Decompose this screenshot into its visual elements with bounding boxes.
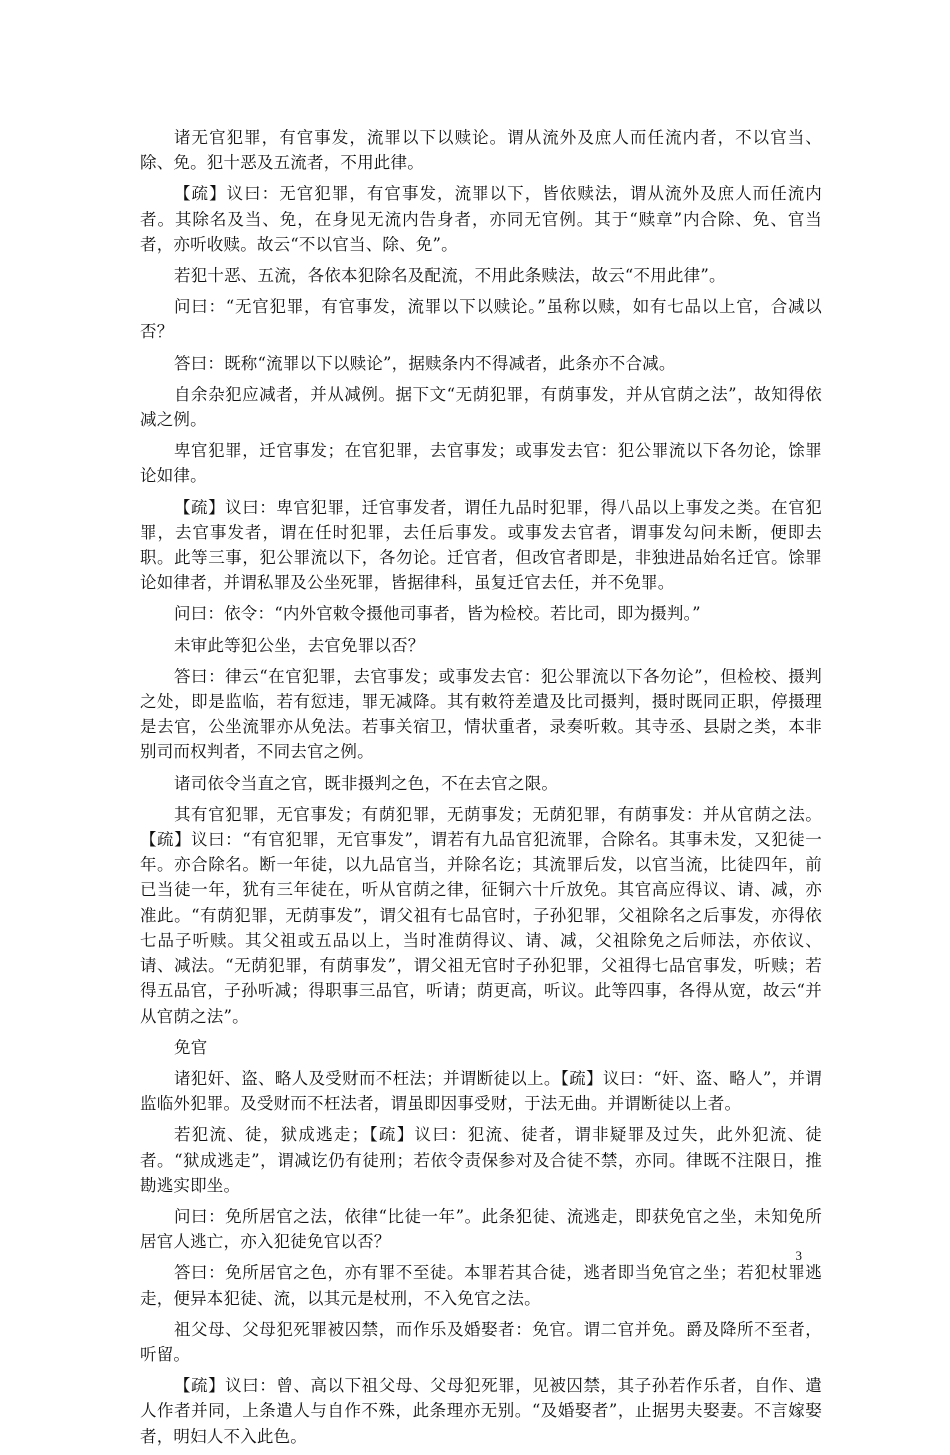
paragraph: 【疏】议曰：曾、高以下祖父母、父母犯死罪，见被囚禁，其子孙若作乐者，自作、遣人作者并同，上条遣人与自作不殊，此条理亦无别。“及婚娶者”，止据男夫娶妻。不言嫁娶者，明妇人不入此色。 [140, 1376, 822, 1446]
paragraph: 若犯十恶、五流，各依本犯除名及配流，不用此条赎法，故云“不用此律”。 [174, 266, 726, 286]
paragraph: 诸犯奸、盗、略人及受财而不枉法；并谓断徒以上。【疏】议曰：“奸、盗、略人”，并谓监临外犯罪。及受财而不枉法者，谓虽即因事受财，于法无曲。并谓断徒以上者。 [140, 1068, 822, 1114]
paragraph: 【疏】议曰：无官犯罪，有官事发，流罪以下，皆依赎法，谓从流外及庶人而任流内者。其除名及当、免，在身见无流内告身者，亦同无官例。其于“赎章”内合除、免、官当者，亦听收赎。故云“不以官当、除、免”。 [140, 184, 822, 254]
paragraph: 若犯流、徒，狱成逃走；【疏】议曰：犯流、徒者，谓非疑罪及过失，此外犯流、徒者。“狱成逃走”，谓减讫仍有徒刑；若依令责保参对及合徒不禁，亦同。律既不注限日，推勘逃实即坐。 [140, 1125, 822, 1195]
body-text [140, 125, 822, 1455]
paragraph: 【疏】议曰：卑官犯罪，迁官事发者，谓任九品时犯罪，得八品以上事发之类。在官犯罪，去官事发者，谓在任时犯罪，去任后事发。或事发去官者，谓事发勾问未断，便即去职。此等三事，犯公罪流以下，各勿论。迁官者，但改官者即是，非独进品始名迁官。馀罪论如律者，并谓私罪及公坐死罪，皆据律科，虽复迁官去任，并不免罪。 [140, 497, 822, 593]
paragraph: 卑官犯罪，迁官事发；在官犯罪，去官事发；或事发去官：犯公罪流以下各勿论，馀罪论如律。 [140, 441, 822, 486]
paragraph: 祖父母、父母犯死罪被囚禁，而作乐及婚娶者：免官。谓二官并免。爵及降所不至者，听留。 [140, 1319, 822, 1364]
paragraph: 其有官犯罪，无官事发；有荫犯罪，无荫事发；无荫犯罪，有荫事发：并从官荫之法。【疏】议曰：“有官犯罪，无官事发”，谓若有九品官犯流罪，合除名。其事未发，又犯徒一年。亦合除名。断一年徒，以九品官当，并除名讫；其流罪后发，以官当流，比徒四年，前已当徒一年，犹有三年徒在，听从官荫之律，征铜六十斤放免。其官高应得议、请、减，亦准此。“有荫犯罪，无荫事发”，谓父祖有七品官时，子孙犯罪，父祖除名之后事发，亦得依七品子听赎。其父祖或五品以上，当时准荫得议、请、减，父祖除免之后师法，亦依议、请、减法。“无荫犯罪，有荫事发”，谓父祖无官时子孙犯罪，父祖得七品官事发，听赎；若得五品官，子孙听减；得职事三品官，听请；荫更高，听议。此等四事，各得从宽，故云“并从官荫之法”。 [140, 804, 822, 1026]
paragraph: 问曰：“无官犯罪，有官事发，流罪以下以赎论。”虽称以赎，如有七品以上官，合减以否？ [140, 297, 822, 342]
paragraph: 问曰：依令：“内外官敕令摄他司事者，皆为检校。若比司，即为摄判。” [174, 604, 701, 624]
paragraph: 答曰：免所居官之色，亦有罪不至徒。本罪若其合徒，逃者即当免官之坐；若犯杖罪逃走，便异本犯徒、流，以其元是杖刑，不入免官之法。 [140, 1263, 822, 1308]
section-heading: 免官 [174, 1037, 208, 1057]
paragraph: 答曰：既称“流罪以下以赎论”，据赎条内不得减者，此条亦不合减。 [174, 353, 676, 373]
paragraph: 诸司依令当直之官，既非摄判之色，不在去官之限。 [174, 773, 559, 793]
paragraph: 自余杂犯应减者，并从减例。据下文“无荫犯罪，有荫事发，并从官荫之法”，故知得依减之例。 [140, 384, 822, 430]
paragraph: 答曰：律云“在官犯罪，去官事发；或事发去官：犯公罪流以下各勿论”，但检校、摄判之处，即是监临，若有愆违，罪无减降。其有敕符差遣及比司摄判，摄时既同正职，停摄理是去官，公坐流罪亦从免法。若事关宿卫，情状重者，录奏听敕。其寺丞、县尉之类，本非别司而权判者，不同去官之例。 [140, 666, 822, 762]
paragraph: 问曰：免所居官之法，依律“比徒一年”。此条犯徒、流逃走，即获免官之坐，未知免所居官人逃亡，亦入犯徒免官以否？ [140, 1206, 822, 1252]
paragraph: 未审此等犯公坐，去官免罪以否？ [174, 635, 425, 655]
page-number: 3 [795, 1248, 802, 1263]
paragraph: 诸无官犯罪，有官事发，流罪以下以赎论。谓从流外及庶人而任流内者，不以官当、除、免。犯十恶及五流者，不用此律。 [140, 128, 822, 173]
